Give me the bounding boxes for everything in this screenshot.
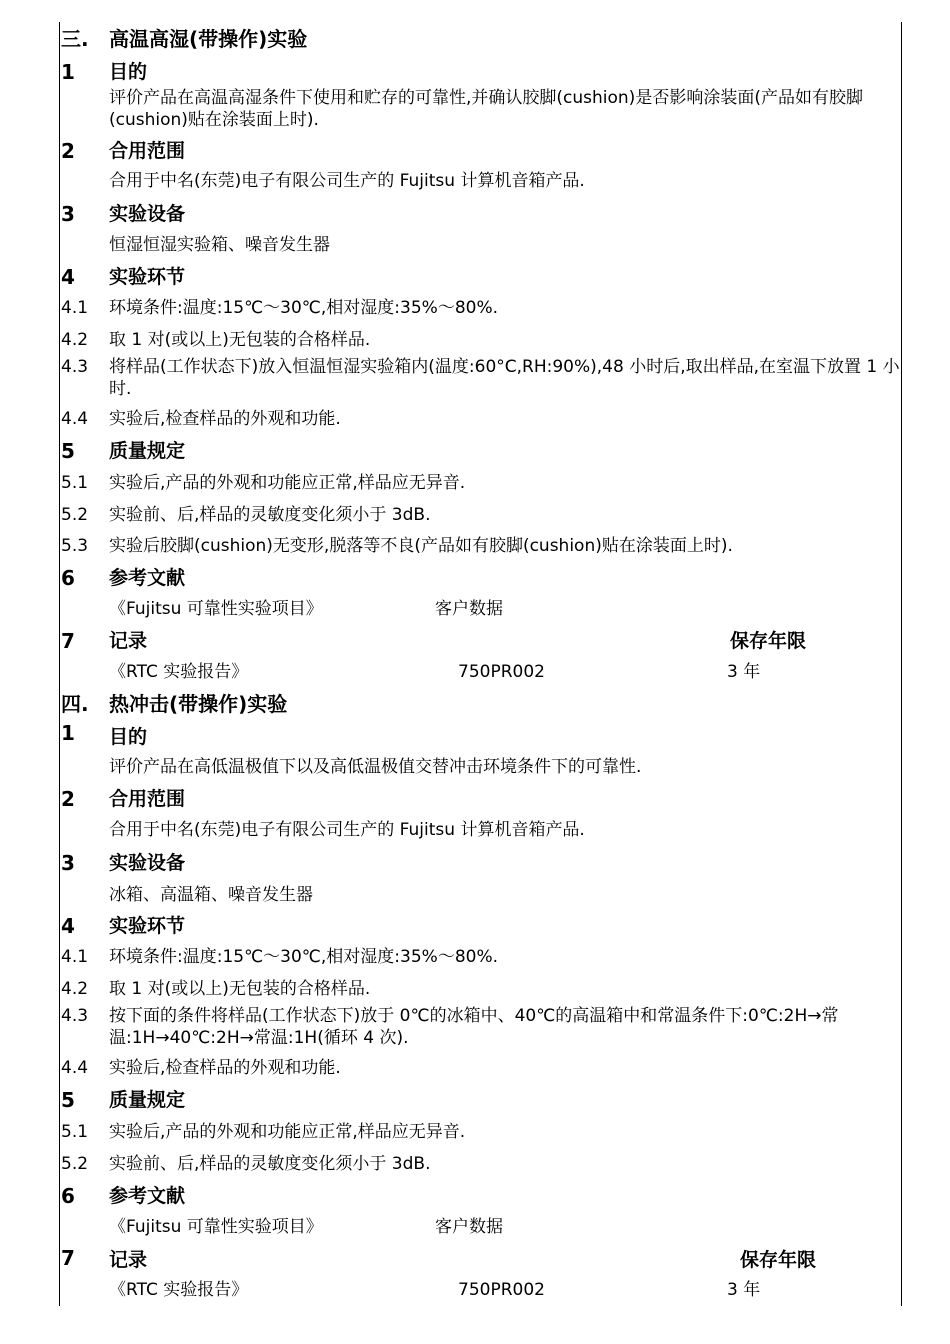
sub-number: 5.2	[61, 505, 89, 525]
record-years: 3 年	[727, 1280, 761, 1300]
sub-text: 实验后,产品的外观和功能应正常,样品应无异音.	[109, 473, 466, 493]
item-number: 3	[61, 851, 75, 875]
item-number: 4	[61, 914, 75, 938]
section-title: 热冲击(带操作)实验	[109, 692, 288, 716]
item-heading: 实验设备	[109, 203, 186, 225]
sub-text: 按下面的条件将样品(工作状态下)放于 0℃的冰箱中、40℃的高温箱中和常温条件下:0℃:2H→常温:1H→40℃:2H→常温:1H(循环 4 次).	[109, 1006, 839, 1048]
sub-text: 取 1 对(或以上)无包装的合格样品.	[109, 330, 371, 350]
item-heading: 实验环节	[109, 915, 186, 937]
reference-doc: 《Fujitsu 可靠性实验项目》	[109, 1217, 323, 1237]
item-heading: 合用范围	[109, 788, 186, 810]
sub-number: 4.2	[61, 330, 89, 350]
paragraph: 恒湿恒湿实验箱、噪音发生器	[109, 235, 330, 255]
item-heading: 合用范围	[109, 140, 186, 162]
item-heading: 记录	[109, 630, 148, 652]
item-heading: 记录	[109, 1249, 148, 1271]
sub-text: 实验前、后,样品的灵敏度变化须小于 3dB.	[109, 1154, 431, 1174]
record-doc: 《RTC 实验报告》	[109, 1280, 249, 1300]
sub-text: 实验后,产品的外观和功能应正常,样品应无异音.	[109, 1122, 466, 1142]
left-border-line	[59, 22, 60, 1306]
item-heading: 实验设备	[109, 852, 186, 874]
reference-source: 客户数据	[435, 599, 503, 619]
paragraph: 合用于中名(东莞)电子有限公司生产的 Fujitsu 计算机音箱产品.	[109, 171, 585, 191]
sub-number: 5.1	[61, 473, 89, 493]
item-number: 4	[61, 265, 75, 289]
sub-text: 环境条件:温度:15℃～30℃,相对湿度:35%～80%.	[109, 298, 499, 318]
item-number: 5	[61, 1088, 75, 1112]
sub-text: 实验后,检查样品的外观和功能.	[109, 409, 341, 429]
item-heading: 参考文献	[109, 1185, 186, 1207]
record-code: 750PR002	[458, 1280, 545, 1300]
paragraph: 冰箱、高温箱、噪音发生器	[109, 885, 313, 905]
item-number: 2	[61, 139, 75, 163]
item-number: 5	[61, 439, 75, 463]
item-number: 3	[61, 202, 75, 226]
item-number: 6	[61, 566, 75, 590]
sub-number: 4.3	[61, 357, 89, 377]
sub-text: 将样品(工作状态下)放入恒温恒湿实验箱内(温度:60°C,RH:90%),48 小时后,取出样品,在室温下放置 1 小时.	[109, 357, 900, 399]
section-title: 高温高湿(带操作)实验	[109, 27, 308, 51]
section-number: 四.	[61, 692, 89, 716]
item-number: 7	[61, 629, 75, 653]
section-number: 三.	[61, 27, 89, 51]
record-code: 750PR002	[458, 662, 545, 682]
sub-text: 实验前、后,样品的灵敏度变化须小于 3dB.	[109, 505, 431, 525]
item-number: 6	[61, 1184, 75, 1208]
item-number: 1	[61, 60, 75, 84]
item-heading: 参考文献	[109, 567, 186, 589]
sub-text: 环境条件:温度:15℃～30℃,相对湿度:35%～80%.	[109, 947, 499, 967]
record-doc: 《RTC 实验报告》	[109, 662, 249, 682]
sub-text: 实验后,检查样品的外观和功能.	[109, 1058, 341, 1078]
item-number: 1	[61, 721, 75, 745]
sub-text: 实验后胶脚(cushion)无变形,脱落等不良(产品如有胶脚(cushion)贴在涂装面上时).	[109, 536, 733, 556]
sub-number: 4.3	[61, 1006, 89, 1026]
sub-number: 5.2	[61, 1154, 89, 1174]
item-heading: 目的	[109, 61, 148, 83]
item-number: 7	[61, 1246, 75, 1270]
sub-number: 5.3	[61, 536, 89, 556]
item-heading: 质量规定	[109, 440, 186, 462]
sub-number: 5.1	[61, 1122, 89, 1142]
paragraph: 评价产品在高低温极值下以及高低温极值交替冲击环境条件下的可靠性.	[109, 757, 642, 777]
paragraph: 评价产品在高温高湿条件下使用和贮存的可靠性,并确认胶脚(cushion)是否影响涂装面(产品如有胶脚(cushion)贴在涂装面上时).	[109, 88, 863, 130]
retention-heading: 保存年限	[730, 630, 807, 652]
sub-number: 4.1	[61, 298, 89, 318]
sub-text: 取 1 对(或以上)无包装的合格样品.	[109, 979, 371, 999]
sub-number: 4.4	[61, 409, 89, 429]
reference-doc: 《Fujitsu 可靠性实验项目》	[109, 599, 323, 619]
sub-number: 4.4	[61, 1058, 89, 1078]
item-heading: 质量规定	[109, 1089, 186, 1111]
retention-heading: 保存年限	[740, 1249, 817, 1271]
paragraph: 合用于中名(东莞)电子有限公司生产的 Fujitsu 计算机音箱产品.	[109, 820, 585, 840]
reference-source: 客户数据	[435, 1217, 503, 1237]
record-years: 3 年	[727, 662, 761, 682]
sub-number: 4.2	[61, 979, 89, 999]
item-number: 2	[61, 787, 75, 811]
sub-number: 4.1	[61, 947, 89, 967]
item-heading: 目的	[109, 726, 148, 748]
item-heading: 实验环节	[109, 266, 186, 288]
